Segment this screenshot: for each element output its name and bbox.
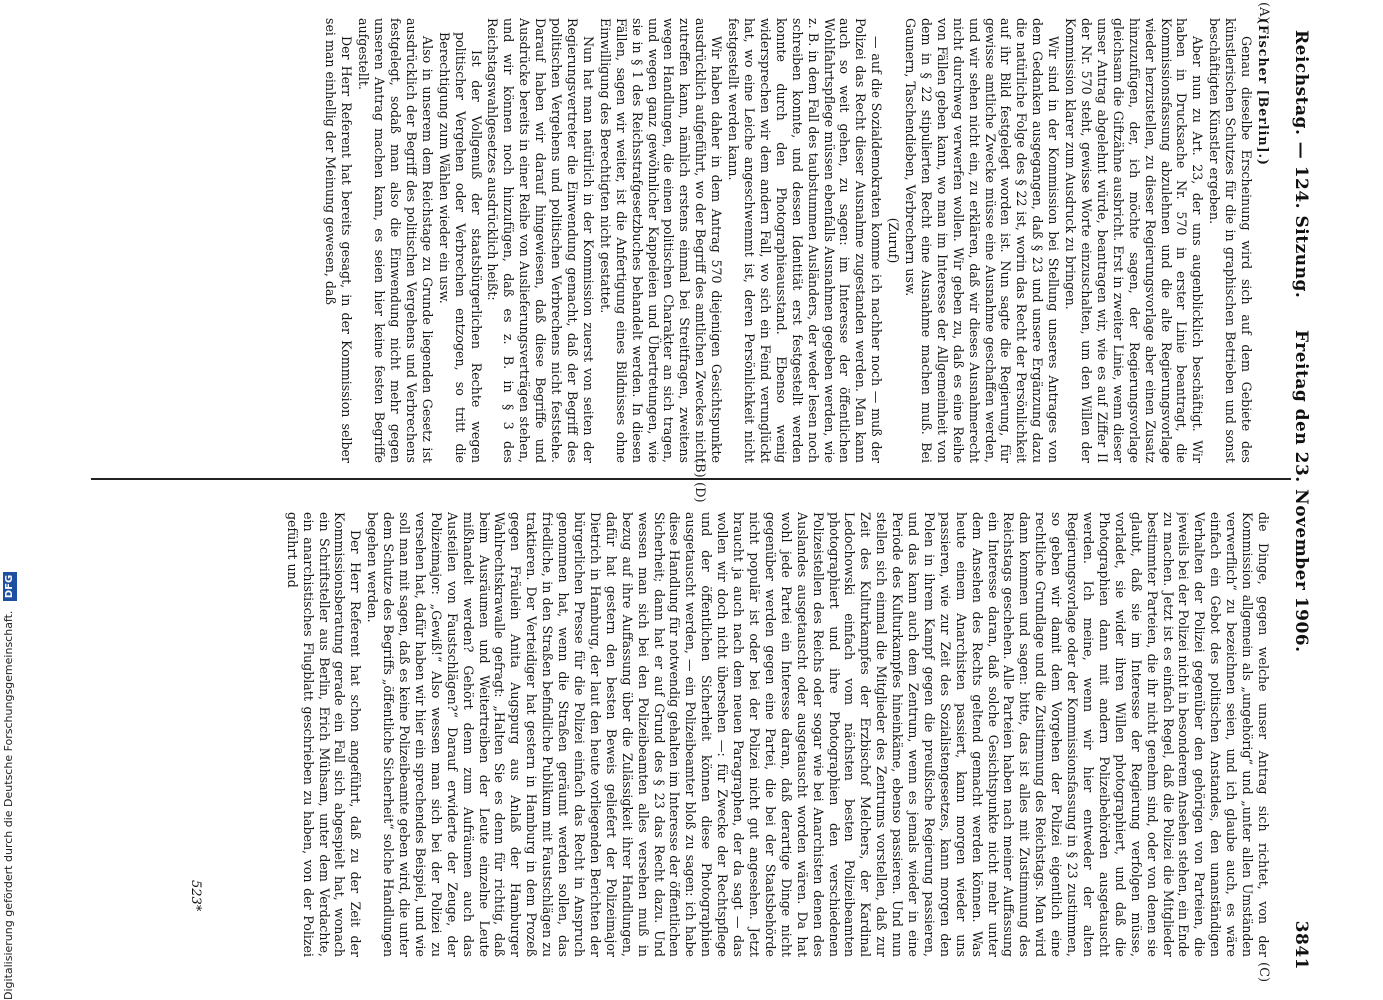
paragraph: Nun hat man natürlich in der Kommission zuerst von seiten der Regierungsvertreter die Einwendung gemacht, daß der Begriff des politischen Vergehens und politischen Verbrechens nicht feststehe. Darauf haben wir darauf hingewiesen, daß diese Begriffe und Ausdrücke bereits in einer Reihe von Auslieferungsverträgen stehen, und wir können noch hinzufügen, daß es z. B. in § 3 des Reichstagswahlgesetzes ausdrücklich heißt: — [485, 18, 596, 463]
paragraph: Wir haben daher in dem Antrag 570 diejenigen Gesichtspunkte ausdrücklich aufgeführt, wo der Begriff des amtlichen Zweckes nicht zutreffen kann, nämlich erstens einmal bei Streitfragen, zweitens wegen Handlungen, die einen politischen Charakter an sich tragen, und wegen ganz gewöhnlicher Kappeleien und Übertretungen, wie sie in § 1 des Reichsstrafgesetzbuches behandelt werden. In diesen Fällen, sagen wir weiter, ist die Anfertigung eines Bildnisses ohne Einwilligung des Berechtigten nicht gestattet. — [597, 18, 725, 463]
header-date: Freitag den 23. November 1906. — [1291, 330, 1311, 653]
paragraph: die Dinge, gegen welche unser Antrag sich richtet, von der Kommission allgemein als „ungehörig“ und „unter allen Umständen verwerflich“ zu bezeichnen seien, und ich glaube auch, es wäre einfach ein Gebot des politischen Anstandes, den unanständigen Verhalten der Polizei gegenüber den gehörigen von Parteien, die jeweils bei der Polizei nicht in besonderem Ansehen stehen, ein Ende zu machen. Jetzt ist es einfach Regel, daß die Polizei die Mitglieder bestimmter Parteien, die ihr nicht genehm sind, oder von denen sie glaubt, daß sie im Interesse der Regierung verfolgen müsse, vorladet, sie wider ihren Willen photographiert, und daß die Photographien dann mit andern Polizeibehörden ausgetauscht werden. Ich meine, wenn wir hier entweder der alten Regierungsvorlage oder der Kommissionsfassung in § 23 zustimmen, so geben wir damit dem Vorgehen der Polizei eigentlich eine rechtliche Grundlage und die Zustimmung des Reichstags. Man wird dann kommen und sagen: bitte, das ist alles mit Zustimmung des Reichstags geschehen. Alle Parteien haben nach meiner Auffassung ein Interesse daran, daß solche Gesichtspunkte nicht mehr unter dem Ansehen des Rechts geltend gemacht werden können. Was heute einem Anarchisten passiert, kann morgen wieder uns passieren, wie zur Zeit des Sozialistengesetzes, kann morgen den Polen in ihrem Kampf gegen die preußische Regierung passieren, und das kann auch dem Zentrum, wenn es jemals wieder in eine Periode des Kulturkampfes hineinkäme, ebenso passieren. Und nun stellen sich einmal die Mitglieder des Zentrums vorstellen, daß zur Zeit des Kulturkampfes der Erzbischof Melchers, der Kardinal Ledochowski einfach vom nächsten besten Polizeibeamten photographiert und ihre Photographien den verschiedenen Polizeistellen des Reichs oder sogar wie bei Anarchisten denen des Auslandes ausgetauscht oder ausgetauscht worden wären. Da hat wohl jede Partei ein Interesse daran, daß derartige Dinge nicht gegenüber werden gegen eine Partei, die bei der Staatsbehörde nicht populär ist oder bei der Polizei nicht gut angesehen. Jetzt braucht ja auch nach dem neuen Paragraphen, der da sagt — das wollen wir doch nicht übersehen —: für Zwecke der Rechtspflege und der öffentlichen Sicherheit können diese Photographien ausgetauscht werden, — ein Polizeibeamter bloß zu sagen: ich habe diese Handlung für notwendig gehalten im Interesse der öffentlichen Sicherheit; dann hat er auf Grund des § 23 das Recht dazu. Und wessen man sich bei den Polizeibeamten alles versehen muß in bezug auf ihre Auffassung über die Zulässigkeit ihrer Handlungen, dafür hat gestern den besten Beweis geliefert der Polizeimajor Dietrich in Hamburg, der laut den heute vorliegenden Berichten der bürgerlichen Presse für die Polizei einfach das Recht in Anspruch genommen hat, wenn die Straßen geräumt werden sollen, das friedliche, in den Straßen befindliche Publikum mit Faustschlägen zu traktieren. Der Verteidiger hat gestern in Hamburg in dem Prozeß gegen Fräulein Anita Augspurg aus Anlaß der Hamburger Wahlrechtskrawalle gefragt: „Halten Sie es denn für richtig, daß beim Ausräumen und Weitertreiben der Leute einzelne Leute mißhandelt werden? Gehört denn zum Aufräumen auch das Austeilen von Faustschlägen?“ Darauf erwiderte der Zeuge, der Polizeimajor: „Gewiß!“ Also wessen man sich bei der Polizei zu versehen hat, dafür haben wir hier ein sprechendes Beispiel, und wie soll man mit sagen, daß es keine Polizeibeamte geben wird, die unter dem Schutze des Begriffs „öffentliche Sicherheit“ solche Handlungen begehen werden. — [365, 512, 1271, 957]
speaker-label: (Fischer [Berlin].) — [1256, 18, 1271, 166]
credit-text: Digitalisierung gefördert durch die Deutsche Forschungsgemeinschaft. — [2, 610, 15, 1000]
interjection: (Zuruf) — [886, 217, 902, 264]
credit-strip — [0, 0, 18, 1000]
paragraph: Der Herr Referent hat bereits gesagt, in der Kommission selber sei man einhellig der Meinung gewesen, daß — [323, 18, 355, 463]
right-column — [91, 512, 1271, 957]
paragraph: Also in unserem dem Reichstage zu Grunde liegenden Gesetz ist ausdrücklich der Begriff des politischen Vergehens und Verbrechens festgelegt, sodaß man also die Einwendung nicht mehr gegen unseren Antrag machen kann, es seien hier keine festen Begriffe aufgestellt. — [356, 18, 435, 463]
left-column — [91, 18, 1271, 463]
margin-marker-a: (A) — [1256, 2, 1271, 22]
paragraph: — auf die Sozialdemokraten komme ich nachher noch — muß der Polizei das Recht dieser Ausnahme zugestanden werden. Man kann auch so weit gehen, zu sagen: im Interesse der öffentlichen Wohlfahrtspflege müssen ebenfalls Ausnahmen gegeben werden, wie z. B. in dem Fall des taubstummen Ausländers, der weder lesen noch schreiben konnte, und dessen Identität erst festgestellt werden konnte durch den Photographieausstand. Ebenso wenig widersprechen wir dem andern Fall, wo sich ein Feind verunglückt hat, wo eine Leiche angeschwemmt ist, deren Persönlichkeit nicht festgestellt werden kann. — [726, 18, 885, 463]
quotation: Ist der Vollgenuß der staatsbürgerlichen Rechte wegen politischer Vergehen oder Verbrechen entzogen, so tritt die Berechtigung zum Wählen wieder ein usw. — [436, 32, 484, 463]
paragraph: Aber nun zu Art. 23, der uns augenblicklich beschäftigt. Wir haben in Drucksache Nr. 570 in erster Linie beantragt, die Kommissionsfassung abzulehnen und die alte Regierungsvorlage wieder herzustellen, zu dieser Regierungsvorlage aber einen Zusatz hinzuzufügen, der, ich möchte sagen, der Regierungsvorlage gleichsam die Giftzähne ausbricht. Erst in zweiter Linie, wenn dieser unser Antrag abgelehnt würde, beantragen wir, wie es auf Ziffer II der Nr. 570 steht, gewisse Worte einzuschalten, um den Willen der Kommission klarer zum Ausdruck zu bringen. — [1063, 18, 1206, 463]
paragraph: Der Herr Referent hat schon angeführt, daß zu der Zeit der Kommissionsberatung gerade ein Fall sich abgespielt hat, wonach ein Schriftsteller aus Berlin, Erich Mühsam, unter dem Verdachte, ein anarchistisches Flugblatt geschrieben zu haben, von der Polizei geführt und — [284, 512, 364, 957]
margin-marker-b: (B) — [692, 458, 707, 478]
paragraph: Wir sind in der Kommission bei Stellung unseres Antrages von dem Gedanken ausgegangen, daß § 23 und unsere Ergänzung dazu die natürliche Folge des § 22 ist, worin das Recht der Persönlichkeit auf ihr Bild festgelegt worden ist. Nun sagte die Regierung, für gewisse amtliche Zwecke müsse eine Ausnahme geschaffen werden, und wir sehen nicht ein, zu erklären, daß wir dieses Ausnahmerecht nicht durchweg verwerfen wollen. Wir geben zu, daß es eine Reihe von Fällen geben kann, wo man im Interesse der Allgemeinheit von dem in § 22 stipulierten Recht eine Ausnahme machen muß. Bei Gaunern, Taschendieben, Verbrechern usw. — [903, 18, 1062, 463]
margin-marker-c: (C) — [1256, 962, 1271, 983]
page-number: 3841 — [1291, 920, 1311, 970]
margin-marker-d: (D) — [692, 482, 707, 503]
column-divider — [91, 478, 1291, 480]
paragraph: Genau dieselbe Erscheinung wird sich auf dem Gebiete des künstlerischen Schutzes für die in graphischen Betrieben und sonst beschäftigten Künstler ergeben. — [1207, 18, 1255, 463]
header-session: Reichstag. — 124. Sitzung. — [1291, 30, 1311, 299]
signature-mark: 523* — [188, 880, 203, 912]
dfg-logo: DFG — [3, 572, 17, 601]
page-header — [1281, 30, 1311, 970]
